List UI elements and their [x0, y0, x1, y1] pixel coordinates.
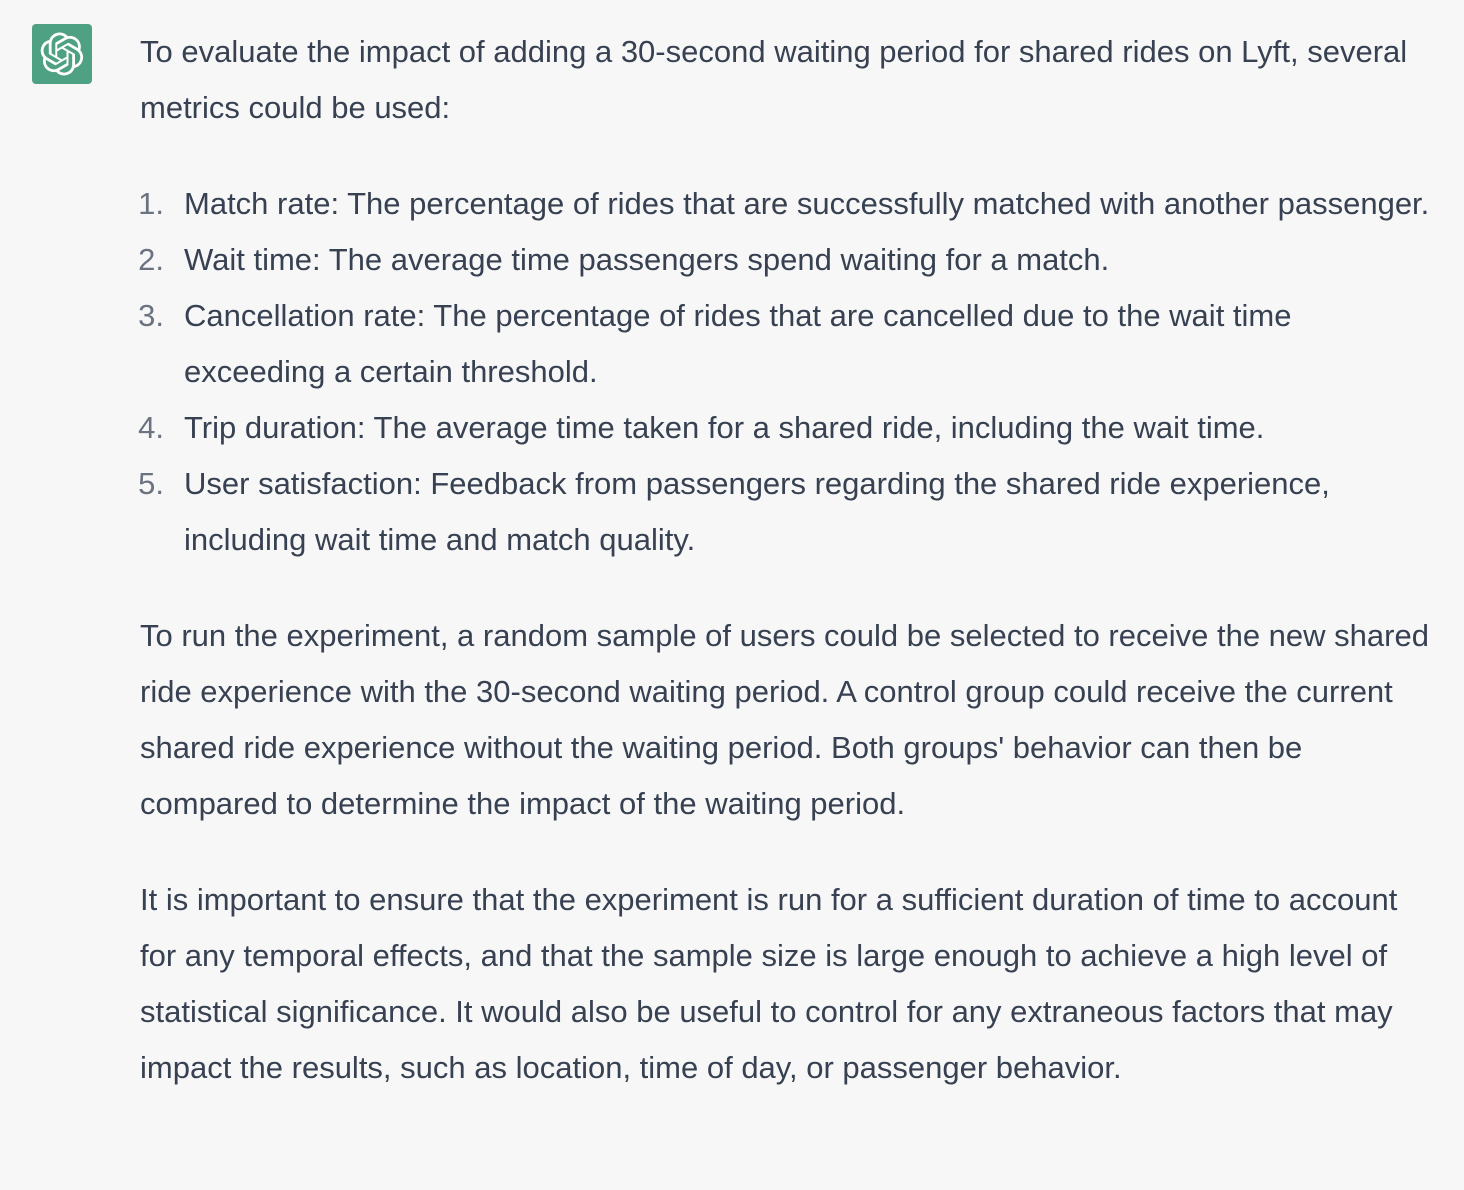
experiment-paragraph: To run the experiment, a random sample of users could be selected to receive the new shared ride experience with the 30-second waiting period. A control group could receive the current shared ride experience without the waiting period. Both groups' behavior can then be compared to determine the impact of the waiting period.: [140, 618, 1429, 821]
metrics-list: [140, 176, 1440, 568]
list-number: 2.: [138, 242, 164, 277]
assistant-avatar: [32, 24, 92, 84]
list-item: [140, 400, 1440, 456]
list-number: 3.: [138, 298, 164, 333]
list-item: [140, 288, 1440, 400]
list-item: [140, 456, 1440, 568]
list-item-text: User satisfaction: Feedback from passengers regarding the shared ride experience, including wait time and match quality.: [184, 466, 1330, 557]
list-item-text: Trip duration: The average time taken for a shared ride, including the wait time.: [184, 410, 1265, 445]
list-number: 4.: [138, 410, 164, 445]
list-item: [140, 176, 1440, 232]
list-number: 5.: [138, 466, 164, 501]
list-item: [140, 232, 1440, 288]
intro-paragraph: To evaluate the impact of adding a 30-second waiting period for shared rides on Lyft, several metrics could be used:: [140, 34, 1408, 125]
list-item-text: Cancellation rate: The percentage of rides that are cancelled due to the wait time exceeding a certain threshold.: [184, 298, 1292, 389]
considerations-paragraph: It is important to ensure that the experiment is run for a sufficient duration of time to account for any temporal effects, and that the sample size is large enough to achieve a high level of statistical significance. It would also be useful to control for any extraneous factors that may impact the results, such as location, time of day, or passenger behavior.: [140, 882, 1398, 1085]
openai-logo-icon: [40, 32, 84, 76]
list-number: 1.: [138, 186, 164, 221]
list-item-text: Match rate: The percentage of rides that are successfully matched with another passenger.: [184, 186, 1430, 221]
message-content: [140, 24, 1440, 1096]
list-item-text: Wait time: The average time passengers spend waiting for a match.: [184, 242, 1110, 277]
